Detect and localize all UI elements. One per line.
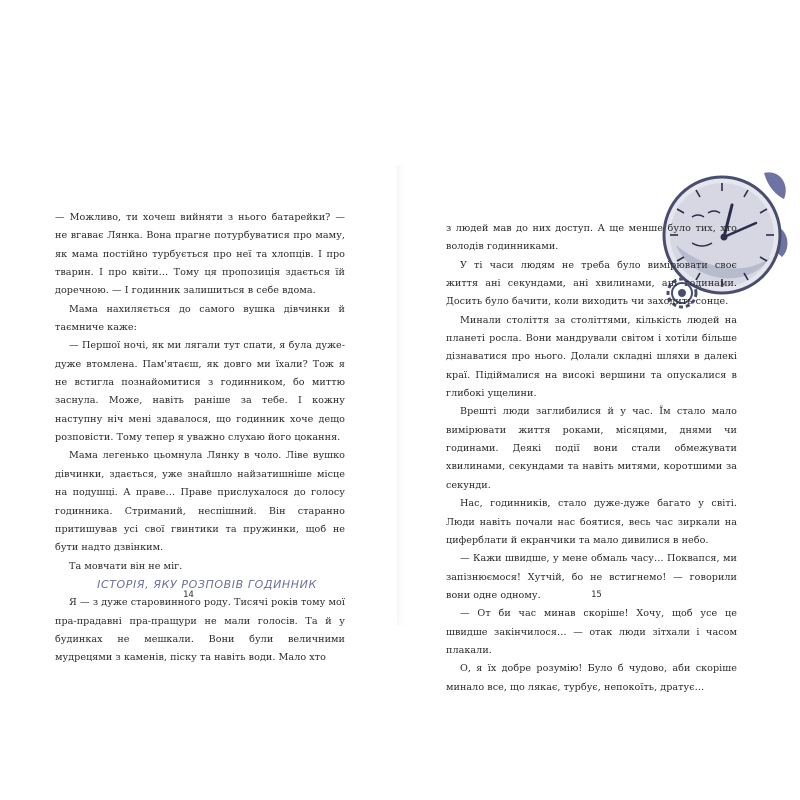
paragraph: — Можливо, ти хочеш вийняти з нього батарейки? — не вгаває Лянка. Вона прагне потурбуватися про маму, як мама постійно турбується про неї та хлопців. І про тварин. І про квіти… Тому ця пропозиція здається їй доречною. — І годинник залишиться в себе вдома.: [55, 212, 345, 297]
paragraph: — От би час минав скоріше! Хочу, щоб усе це швидше закінчилося… — отак люди зітхали і часом плакали.: [446, 608, 737, 656]
chapter-title: ІСТОРІЯ, ЯКУ РОЗПОВІВ ГОДИННИК: [97, 577, 317, 591]
paragraph: Нас, годинників, стало дуже-дуже багато у світі. Люди навіть почали нас боятися, весь час зиркали на циферблати й екранчики та мало дивилися в небо.: [446, 498, 737, 546]
page-number: 15: [591, 590, 602, 600]
paragraph: Мама легенько цьомнула Лянку в чоло. Ліве вушко дівчинки, здається, уже знайшло найзатишніше місце на подушці. А праве… Праве прислухалося до голосу годинника. Стриманий, неспішний. Він старанно притишував усі свої гвинтики та пружинки, щоб не бути надто дзвінким.: [55, 450, 345, 554]
paragraph: Мама нахиляється до самого вушка дівчинки й таємниче каже:: [55, 303, 345, 334]
paragraph: Минали століття за століттями, кількість людей на планеті росла. Вони мандрували світом і хотіли більше дізнаватися про нього. Долали складні шляхи в далекі краї. Підіймалися на високі вершини та опускалися в глибокі ущелини.: [446, 314, 737, 400]
paragraph: — Першої ночі, як ми лягали тут спати, я була дуже-дуже втомлена. Пам'ятаєш, як довго ми їхали? Тож я не встигла познайомитися з годинником, бо миттю заснула. Може, навіть раніше за тебе. І кожну наступну ніч мені здавалося, що годинник хоче дещо розповісти. Тому тепер я уважно слухаю його цокання.: [55, 340, 345, 444]
left-page-text: [55, 209, 345, 668]
paragraph: з людей мав до них доступ. А ще менше було тих, хто володів годинниками.: [446, 223, 737, 253]
paragraph: У ті часи людям не треба було вимірювати своє життя ані секундами, ані хвилинами, ані годинами. Досить було бачити, коли виходить чи заходить сонце.: [446, 259, 737, 308]
left-page: [8, 165, 403, 664]
paragraph: Я — з дуже старовинного роду. Тисячі років тому мої пра-прадавні пра-пращури не мали голосів. Та й у будинках не мешкали. Вони були величними мудрецями з каменів, піску та навіть води. Мало хто: [55, 597, 345, 664]
paragraph: — Кажи швидше, у мене обмаль часу… Поквапся, ми запізнюємося! Хутчій, бо не встигнемо! — говорили вони одне одному.: [446, 553, 737, 601]
paragraph: Врешті люди заглибилися й у час. Їм стало мало вимірювати життя роками, місяцями, днями чи годинами. Деякі події вони стали обмежувати хвилинами, секундами та навіть митями, коротшими за секунди.: [446, 406, 737, 491]
right-page: [397, 165, 792, 693]
page-number: 14: [183, 590, 194, 600]
leaf-shape: [764, 172, 786, 199]
right-page-text: [446, 220, 737, 697]
paragraph: О, я їх добре розумію! Було б чудово, аби скоріше минало все, що лякає, турбує, непокоїть, дратує…: [446, 663, 737, 693]
paragraph: Та мовчати він не міг.: [69, 560, 183, 572]
